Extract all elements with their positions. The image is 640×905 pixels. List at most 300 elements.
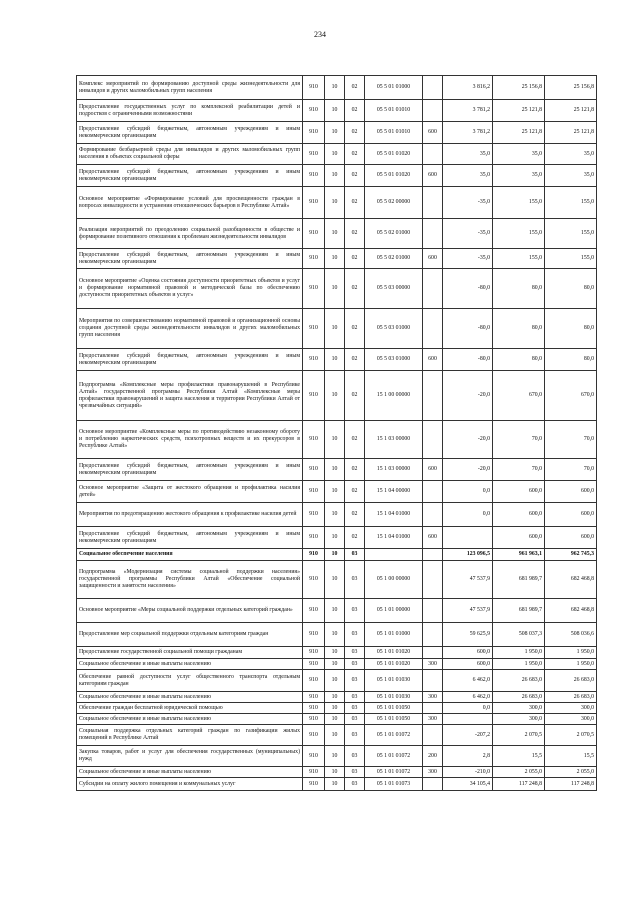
row-value-change: -207,2 [443,725,493,746]
row-value-change [443,714,493,725]
row-csr: 05 5 03 01000 [365,349,423,371]
row-gr: 910 [303,647,325,659]
row-gr: 910 [303,76,325,100]
row-rz: 10 [325,725,345,746]
row-pr: 03 [345,659,365,670]
row-vr: 600 [423,459,443,481]
row-name: Социальное обеспечение и иные выплаты населению [77,659,303,670]
row-vr [423,219,443,249]
row-value-year1: 600,0 [493,527,545,549]
row-gr: 910 [303,549,325,561]
row-rz: 10 [325,599,345,623]
row-csr: 05 1 01 01020 [365,647,423,659]
row-rz: 10 [325,371,345,421]
row-value-year1: 80,0 [493,309,545,349]
row-value-change: 3 781,2 [443,122,493,144]
row-vr [423,623,443,647]
table-row [77,746,597,767]
row-value-change: 0,0 [443,503,493,527]
row-value-year1: 508 037,3 [493,623,545,647]
row-vr [423,371,443,421]
row-value-year1: 2 055,0 [493,767,545,778]
row-name: Комплекс мероприятий по формированию доступной среды жизнедеятельности для инвалидов и других маломобильных групп населения [77,76,303,100]
row-value-change: 3 781,2 [443,100,493,122]
row-value-year2: 155,0 [545,249,597,269]
table-row [77,703,597,714]
row-value-year1: 35,0 [493,144,545,165]
row-vr [423,309,443,349]
row-pr: 02 [345,122,365,144]
row-name: Социальное обеспечение и иные выплаты населению [77,714,303,725]
row-rz: 10 [325,144,345,165]
row-csr: 05 5 02 01000 [365,219,423,249]
row-rz: 10 [325,76,345,100]
row-value-year2: 300,0 [545,714,597,725]
row-pr: 03 [345,647,365,659]
row-vr [423,778,443,791]
row-pr: 03 [345,549,365,561]
row-value-year2: 25 121,8 [545,122,597,144]
row-name: Предоставление государственной социальной помощи гражданам [77,647,303,659]
row-value-year1: 600,0 [493,481,545,503]
row-vr [423,561,443,599]
row-value-year1: 70,0 [493,459,545,481]
row-csr: 15 1 00 00000 [365,371,423,421]
row-value-year1: 26 683,0 [493,670,545,692]
row-csr [365,549,423,561]
row-value-year1: 155,0 [493,187,545,219]
row-name: Основное мероприятие «Комплексные меры по противодействию незаконному обороту и потреблению наркотических средств, психотропных веществ и их прекурсоров в Республике Алтай» [77,421,303,459]
row-name: Мероприятия по совершенствованию нормативной правовой и организационной основы создания доступной среды жизнедеятельности инвалидов и других маломобильных групп населения [77,309,303,349]
row-vr [423,421,443,459]
row-csr: 05 1 01 00000 [365,599,423,623]
row-csr: 05 5 02 01000 [365,249,423,269]
row-pr: 03 [345,623,365,647]
row-value-change: 47 537,9 [443,561,493,599]
table-row [77,371,597,421]
row-pr: 02 [345,219,365,249]
table-row [77,459,597,481]
table-row [77,219,597,249]
row-pr: 03 [345,561,365,599]
row-pr: 02 [345,309,365,349]
row-value-year1: 600,0 [493,503,545,527]
row-gr: 910 [303,670,325,692]
row-value-year2: 80,0 [545,349,597,371]
table-row [77,670,597,692]
table-row [77,778,597,791]
row-rz: 10 [325,249,345,269]
row-value-year1: 300,0 [493,703,545,714]
row-vr: 200 [423,746,443,767]
row-rz: 10 [325,349,345,371]
row-value-change: 0,0 [443,481,493,503]
row-pr: 02 [345,249,365,269]
row-name: Основное мероприятие «Меры социальной поддержки отдельных категорий граждан» [77,599,303,623]
table-row [77,187,597,219]
row-pr: 03 [345,725,365,746]
row-value-change: 600,0 [443,659,493,670]
table-row [77,309,597,349]
row-csr: 05 5 01 01010 [365,122,423,144]
table-row [77,623,597,647]
row-pr: 02 [345,144,365,165]
row-rz: 10 [325,122,345,144]
row-value-year2: 35,0 [545,165,597,187]
row-rz: 10 [325,647,345,659]
row-rz: 10 [325,670,345,692]
row-vr [423,647,443,659]
row-rz: 10 [325,767,345,778]
row-pr: 02 [345,100,365,122]
row-gr: 910 [303,122,325,144]
row-rz: 10 [325,459,345,481]
table-row [77,767,597,778]
row-rz: 10 [325,187,345,219]
row-value-change: -80,0 [443,349,493,371]
row-vr [423,549,443,561]
row-rz: 10 [325,746,345,767]
row-rz: 10 [325,421,345,459]
row-value-change: 35,0 [443,144,493,165]
row-value-year2: 682 468,8 [545,599,597,623]
row-value-year1: 681 989,7 [493,561,545,599]
row-vr: 300 [423,714,443,725]
row-rz: 10 [325,703,345,714]
row-gr: 910 [303,725,325,746]
row-value-change: 3 816,2 [443,76,493,100]
row-name: Предоставление мер социальной поддержки отдельным категориям граждан [77,623,303,647]
row-csr: 05 5 01 01000 [365,76,423,100]
row-rz: 10 [325,165,345,187]
row-gr: 910 [303,100,325,122]
row-gr: 910 [303,623,325,647]
row-pr: 02 [345,527,365,549]
row-value-year1: 155,0 [493,219,545,249]
table-row [77,561,597,599]
row-csr: 05 1 01 01050 [365,703,423,714]
row-value-change: -80,0 [443,309,493,349]
row-gr: 910 [303,421,325,459]
row-value-change: 2,8 [443,746,493,767]
row-value-year2: 508 036,6 [545,623,597,647]
row-value-year1: 670,0 [493,371,545,421]
row-csr: 05 1 01 01000 [365,623,423,647]
row-value-year1: 2 070,5 [493,725,545,746]
row-gr: 910 [303,659,325,670]
row-gr: 910 [303,714,325,725]
row-csr: 05 5 03 01000 [365,309,423,349]
row-vr [423,725,443,746]
row-name: Социальное обеспечение населения [77,549,303,561]
row-vr [423,670,443,692]
row-rz: 10 [325,269,345,309]
page-number: 234 [314,30,326,39]
budget-table [76,75,597,791]
table-row [77,481,597,503]
row-csr: 05 1 01 01073 [365,778,423,791]
row-name: Предоставление субсидий бюджетным, автономным учреждениям и иным некоммерческим организациям [77,459,303,481]
row-csr: 05 1 01 01020 [365,659,423,670]
row-gr: 910 [303,269,325,309]
row-vr: 300 [423,659,443,670]
row-rz: 10 [325,778,345,791]
row-vr [423,599,443,623]
row-gr: 910 [303,561,325,599]
row-name: Подпрограмма «Модернизация системы социальной поддержки населения» государственной программы Республики Алтай «Обеспечение социальной защищенности и занятости населения» [77,561,303,599]
row-value-year2: 2 055,0 [545,767,597,778]
row-name: Обеспечение равной доступности услуг общественного транспорта отдельным категориям граждан [77,670,303,692]
row-gr: 910 [303,503,325,527]
row-gr: 910 [303,219,325,249]
row-pr: 03 [345,778,365,791]
row-csr: 05 1 01 01030 [365,692,423,703]
row-value-year1: 25 121,8 [493,100,545,122]
row-csr: 05 5 03 00000 [365,269,423,309]
row-value-year2: 670,0 [545,371,597,421]
row-value-year1: 35,0 [493,165,545,187]
row-vr [423,269,443,309]
row-name: Реализация мероприятий по преодолению социальной разобщенности в обществе и формирование позитивного отношения к проблемам жизнедеятельности инвалидов [77,219,303,249]
row-pr: 02 [345,459,365,481]
row-csr: 15 1 03 00000 [365,421,423,459]
row-value-year1: 1 950,0 [493,659,545,670]
row-name: Обеспечение граждан бесплатной юридической помощью [77,703,303,714]
row-vr [423,481,443,503]
row-gr: 910 [303,746,325,767]
row-vr [423,100,443,122]
row-pr: 03 [345,714,365,725]
row-rz: 10 [325,659,345,670]
row-vr: 600 [423,249,443,269]
row-value-year2: 80,0 [545,309,597,349]
row-pr: 02 [345,165,365,187]
row-name: Предоставление субсидий бюджетным, автономным учреждениям и иным некоммерческим организациям [77,165,303,187]
table-row [77,421,597,459]
row-gr: 910 [303,692,325,703]
row-csr: 05 1 01 01072 [365,746,423,767]
row-name: Основное мероприятие «Защита от жестокого обращения и профилактика насилия детей» [77,481,303,503]
row-value-year2: 26 683,0 [545,692,597,703]
row-value-year1: 80,0 [493,269,545,309]
row-pr: 02 [345,349,365,371]
table-row [77,647,597,659]
table-row [77,599,597,623]
row-gr: 910 [303,527,325,549]
row-value-year2: 70,0 [545,421,597,459]
row-pr: 02 [345,503,365,527]
row-value-year2: 155,0 [545,187,597,219]
row-name: Социальная поддержка отдельных категорий граждан по газификации жилых помещений в Республике Алтай [77,725,303,746]
row-vr [423,503,443,527]
row-csr: 05 5 02 00000 [365,187,423,219]
row-vr [423,187,443,219]
table-row [77,349,597,371]
row-name: Предоставление субсидий бюджетным, автономным учреждениям и иным некоммерческим организациям [77,527,303,549]
row-rz: 10 [325,527,345,549]
row-value-year2: 117 248,8 [545,778,597,791]
row-value-year2: 70,0 [545,459,597,481]
row-csr: 05 5 01 01020 [365,144,423,165]
row-value-year2: 300,0 [545,703,597,714]
row-value-change: -35,0 [443,187,493,219]
table-row [77,269,597,309]
row-value-year2: 155,0 [545,219,597,249]
row-value-year2: 1 950,0 [545,647,597,659]
row-value-change: 47 537,9 [443,599,493,623]
row-value-year2: 600,0 [545,481,597,503]
row-value-change: -35,0 [443,219,493,249]
row-name: Основное мероприятие «Формирование условий для просвещенности граждан в вопросах инвалидности и устранения отношенческих барьеров в Республике Алтай» [77,187,303,219]
row-value-year2: 15,5 [545,746,597,767]
table-row [77,659,597,670]
row-vr: 600 [423,165,443,187]
row-value-year1: 70,0 [493,421,545,459]
table-row [77,76,597,100]
row-name: Предоставление государственных услуг по комплексной реабилитации детей и подростков с ограниченными возможностями [77,100,303,122]
row-vr: 300 [423,692,443,703]
row-value-year2: 25 156,8 [545,76,597,100]
row-pr: 03 [345,692,365,703]
row-value-change [443,527,493,549]
row-value-year1: 80,0 [493,349,545,371]
row-gr: 910 [303,481,325,503]
row-value-year2: 26 683,0 [545,670,597,692]
table-row [77,725,597,746]
row-value-year1: 300,0 [493,714,545,725]
row-value-year2: 682 468,8 [545,561,597,599]
row-vr: 600 [423,122,443,144]
row-pr: 02 [345,481,365,503]
row-name: Закупка товаров, работ и услуг для обеспечения государственных (муниципальных) нужд [77,746,303,767]
row-csr: 05 1 00 00000 [365,561,423,599]
table-row [77,503,597,527]
row-value-year1: 961 963,1 [493,549,545,561]
row-csr: 05 1 01 01050 [365,714,423,725]
row-rz: 10 [325,481,345,503]
row-gr: 910 [303,459,325,481]
row-rz: 10 [325,692,345,703]
table-row [77,144,597,165]
row-value-year2: 2 070,5 [545,725,597,746]
row-value-change: 600,0 [443,647,493,659]
row-gr: 910 [303,187,325,219]
row-name: Субсидии на оплату жилого помещения и коммунальных услуг [77,778,303,791]
row-value-change: -20,0 [443,421,493,459]
row-vr [423,703,443,714]
row-csr: 05 5 01 01020 [365,165,423,187]
table-row [77,549,597,561]
row-pr: 02 [345,269,365,309]
row-value-change: 6 462,0 [443,692,493,703]
row-rz: 10 [325,714,345,725]
row-value-change: 123 096,5 [443,549,493,561]
row-pr: 03 [345,670,365,692]
row-gr: 910 [303,778,325,791]
row-rz: 10 [325,309,345,349]
row-gr: 910 [303,309,325,349]
row-value-year2: 25 121,8 [545,100,597,122]
row-value-year2: 80,0 [545,269,597,309]
row-name: Формирование безбарьерной среды для инвалидов и других маломобильных групп населения в объектах социальной сферы [77,144,303,165]
row-gr: 910 [303,249,325,269]
row-vr [423,76,443,100]
row-value-year1: 15,5 [493,746,545,767]
row-csr: 15 1 04 01000 [365,527,423,549]
row-value-year1: 25 121,8 [493,122,545,144]
row-value-year1: 25 156,8 [493,76,545,100]
row-value-change: -20,0 [443,371,493,421]
row-value-year2: 962 745,3 [545,549,597,561]
table-row [77,692,597,703]
row-pr: 03 [345,767,365,778]
row-value-change: 34 105,4 [443,778,493,791]
row-gr: 910 [303,371,325,421]
row-pr: 02 [345,187,365,219]
row-gr: 910 [303,144,325,165]
row-rz: 10 [325,100,345,122]
row-csr: 15 1 03 00000 [365,459,423,481]
row-name: Предоставление субсидий бюджетным, автономным учреждениям и иным некоммерческим организациям [77,122,303,144]
row-value-change: -20,0 [443,459,493,481]
row-vr [423,144,443,165]
row-pr: 03 [345,703,365,714]
row-value-change: 6 462,0 [443,670,493,692]
row-value-year1: 26 683,0 [493,692,545,703]
row-value-year1: 1 950,0 [493,647,545,659]
row-value-change: 35,0 [443,165,493,187]
row-rz: 10 [325,561,345,599]
row-vr: 600 [423,349,443,371]
row-value-change: -210,0 [443,767,493,778]
row-rz: 10 [325,219,345,249]
row-gr: 910 [303,349,325,371]
row-value-year2: 600,0 [545,527,597,549]
row-name: Основное мероприятие «Оценка состояния доступности приоритетных объектов и услуг и формирование нормативной правовой и методической базы по обеспечению доступности приоритетных объектов и услуг» [77,269,303,309]
row-value-year2: 35,0 [545,144,597,165]
row-value-change: 59 625,9 [443,623,493,647]
row-value-change: -35,0 [443,249,493,269]
row-csr: 15 1 04 01000 [365,503,423,527]
table-row [77,122,597,144]
row-pr: 03 [345,746,365,767]
row-pr: 03 [345,599,365,623]
row-rz: 10 [325,623,345,647]
row-csr: 15 1 04 00000 [365,481,423,503]
row-name: Социальное обеспечение и иные выплаты населению [77,767,303,778]
table-row [77,165,597,187]
row-name: Предоставление субсидий бюджетным, автономным учреждениям и иным некоммерческим организациям [77,249,303,269]
row-name: Подпрограмма «Комплексные меры профилактики правонарушений в Республике Алтай» государственной программы Республики Алтай «Комплексные меры профилактики правонарушений и защита населения и территории Республики Алтай от чрезвычайных ситуаций» [77,371,303,421]
row-rz: 10 [325,503,345,527]
row-name: Предоставление субсидий бюджетным, автономным учреждениям и иным некоммерческим организациям [77,349,303,371]
row-csr: 05 5 01 01010 [365,100,423,122]
row-value-year1: 117 248,8 [493,778,545,791]
row-rz: 10 [325,549,345,561]
table-row [77,249,597,269]
row-value-change: 0,0 [443,703,493,714]
row-vr: 600 [423,527,443,549]
row-value-year1: 155,0 [493,249,545,269]
row-gr: 910 [303,599,325,623]
row-name: Социальное обеспечение и иные выплаты населению [77,692,303,703]
row-gr: 910 [303,767,325,778]
row-csr: 05 1 01 01072 [365,725,423,746]
row-gr: 910 [303,703,325,714]
table-row [77,527,597,549]
row-pr: 02 [345,76,365,100]
row-name: Мероприятия по предотвращению жестокого обращения к профилактике насилия детей [77,503,303,527]
